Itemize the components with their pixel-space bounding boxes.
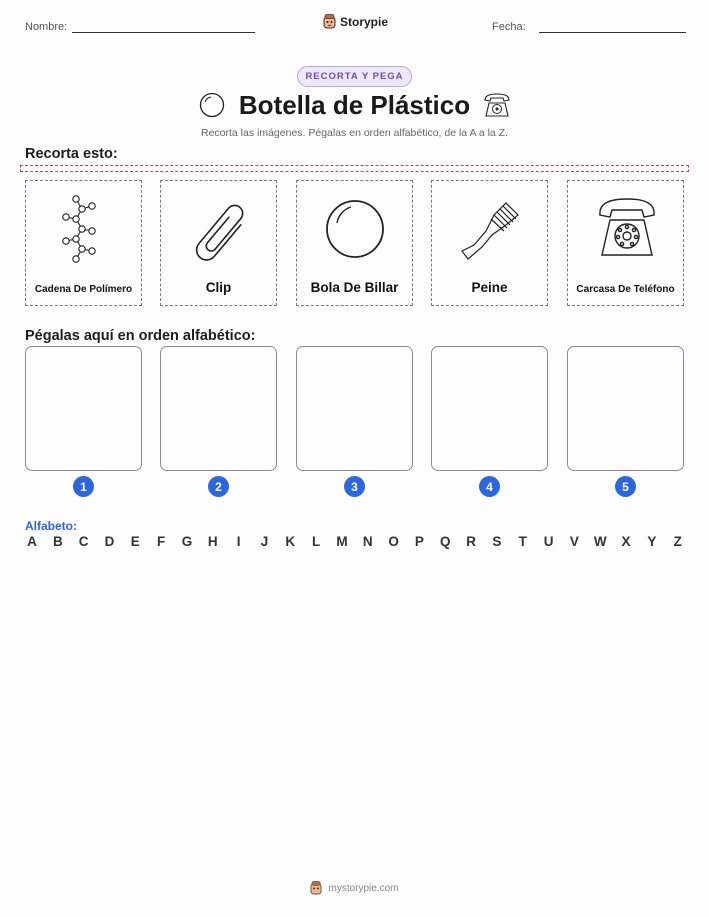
paste-slot[interactable] [567,346,684,471]
name-label: Nombre: [25,21,68,33]
storypie-mascot-icon [310,881,322,895]
card-label: Cadena De Polímero [34,284,133,295]
alphabet-letter: N [362,534,373,549]
paper-clip-icon [189,193,249,265]
alphabet-letter: G [181,534,193,549]
slot-number: 4 [479,476,500,497]
alphabet-letter: Y [647,534,657,549]
instructions: Recorta las imágenes. Pégalas en orden alfabético, de la A a la Z. [200,127,509,139]
alphabet-letter: S [492,534,502,549]
card-label: Bola De Billar [310,280,399,295]
alphabet-letter: F [157,534,166,549]
telephone-icon [596,193,658,265]
alphabet-letter: P [414,534,424,549]
alphabet-letter: J [260,534,269,549]
alphabet-letter: U [543,534,554,549]
card-label: Peine [471,280,508,295]
cutout-card[interactable] [296,180,413,306]
alphabet-letter: D [104,534,115,549]
date-line[interactable] [539,32,686,33]
cutout-card[interactable] [160,180,277,306]
paste-slot[interactable] [25,346,142,471]
activity-badge: RECORTA Y PEGA [297,66,412,87]
storypie-mascot-icon [323,14,336,29]
card-label: Clip [205,280,232,295]
alphabet-letter: O [388,534,399,549]
alphabet-letter: C [78,534,89,549]
slot-number: 3 [344,476,365,497]
paste-slot[interactable] [296,346,413,471]
cutout-card[interactable] [25,180,142,306]
alphabet-letter: T [518,534,527,549]
paste-slot[interactable] [160,346,277,471]
footer [0,881,709,895]
page-title: Botella de Plástico [238,90,471,120]
alphabet-letter: R [466,534,476,549]
cutout-card[interactable] [431,180,548,306]
alphabet-letter: A [27,534,37,549]
alphabet-letter: W [593,534,607,549]
card-label: Carcasa De Teléfono [576,284,675,295]
footer-url[interactable]: mystorypie.com [328,882,399,894]
paste-heading: Pégalas aquí en orden alfabético: [25,328,256,344]
phone-icon [482,91,512,119]
comb-icon [460,193,520,265]
cut-heading: Recorta esto: [25,146,118,162]
slot-number: 5 [615,476,636,497]
alphabet-letter: I [236,534,241,549]
alphabet-letter: K [285,534,296,549]
billiard-ball-icon [325,193,385,265]
date-label: Fecha: [492,21,526,33]
cut-line [20,165,689,172]
alphabet-letter: V [569,534,579,549]
alphabet-letter: M [336,534,348,549]
alphabet-letter: H [207,534,218,549]
alphabet-letter: X [621,534,631,549]
name-line[interactable] [72,32,255,33]
brand-logo [323,14,388,29]
cutout-card[interactable] [567,180,684,306]
alphabet-letter: B [52,534,63,549]
polymer-chain-icon [54,193,114,265]
alphabet-label: Alfabeto: [25,519,77,533]
alphabet-letter: L [311,534,321,549]
slot-number: 1 [73,476,94,497]
brand-name: Storypie [340,14,389,29]
alphabet-row [25,534,685,549]
alphabet-letter: Q [439,534,451,549]
alphabet-letter: Z [673,534,682,549]
paste-slot[interactable] [431,346,548,471]
slot-number: 2 [208,476,229,497]
alphabet-letter: E [130,534,140,549]
